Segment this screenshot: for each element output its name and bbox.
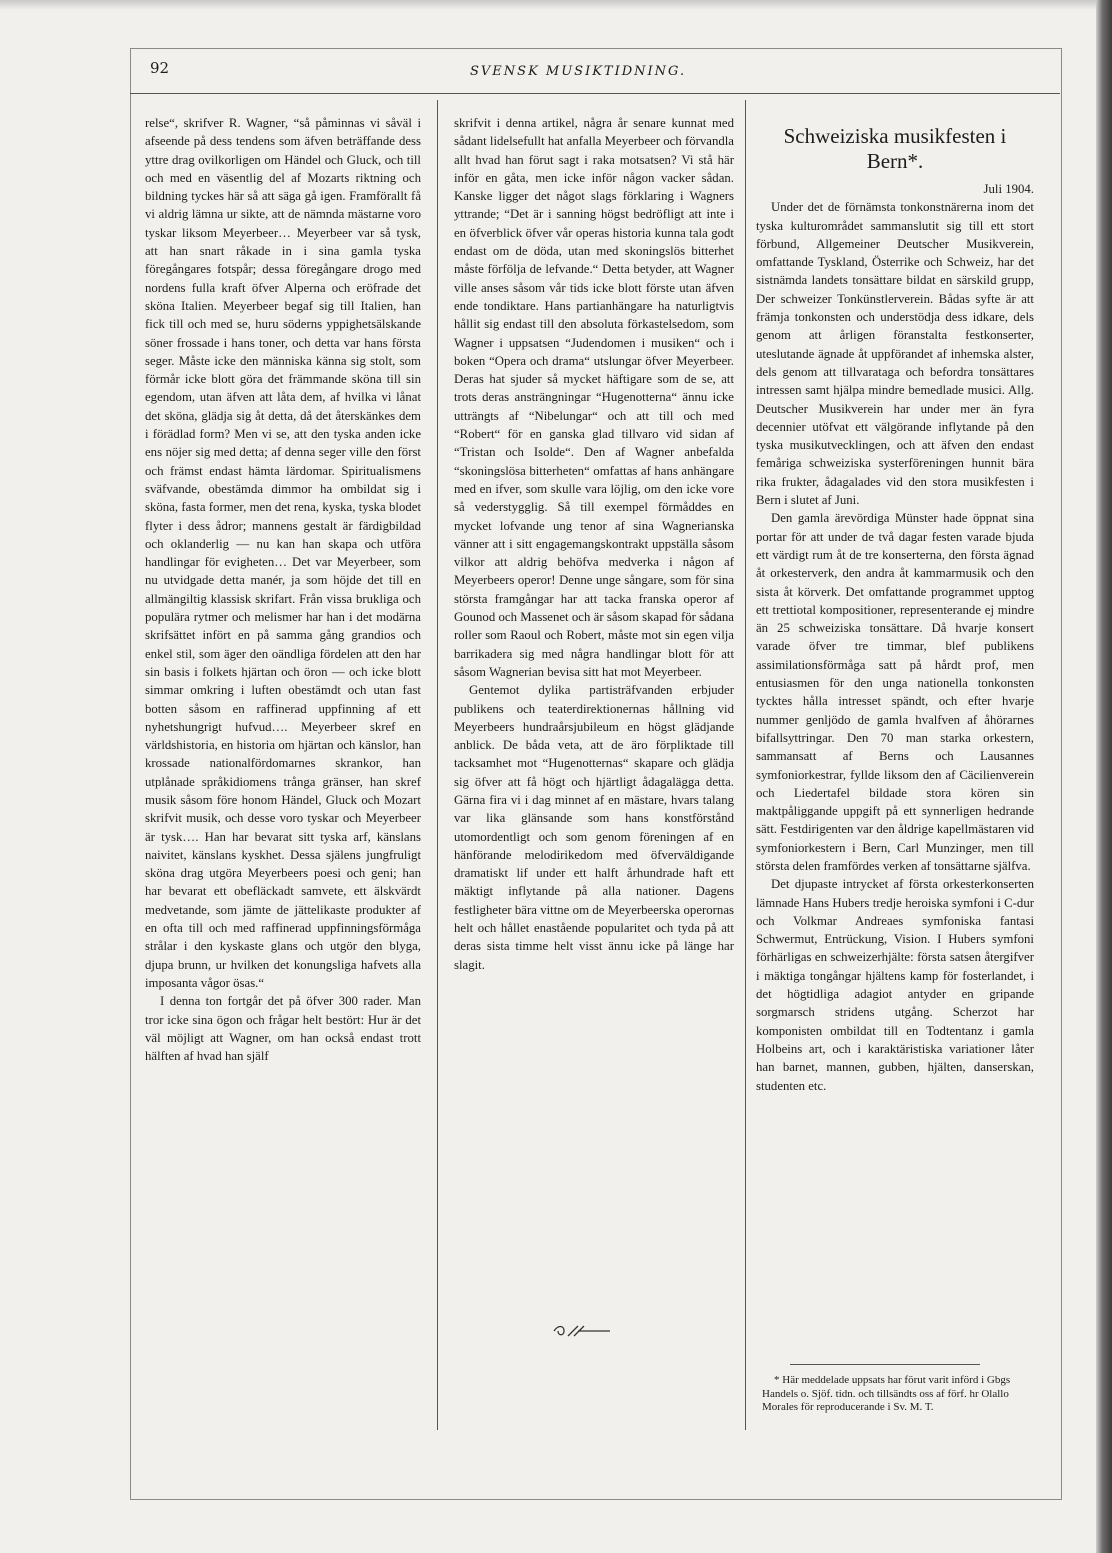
paragraph: skrifvit i denna artikel, några år senare kunnat med sådant lidelsefullt hat anfalla Meyerbeer och förvandla allt hvad han förut sagt i raka motsatsen? Vi stå här inför en gåta, men icke inför någon vacker sådan. Kanske ligger det något slags förklaring i Wagners yttrande; “Det är i sanning högst bedröfligt att inte i en öfverblick öfver vår operas historia kunna tala godt endast om de döda, utan med skoningslös bitterhet måste förfölja de lefvande.“ Detta betyder, att Wagner ville anses såsom vår tids icke blott förste utan äfven ende tondiktare. Hans partianhängare ha naturligtvis hållit sig endast till den absoluta förkastelsedom, som Wagner i uppsatsen “Judendomen i musiken“ och i boken “Opera och drama“ utslungar öfver Meyerbeer. Deras hat sjuder så mycket häftigare som de se, att trots deras ansträngningar “Hugenotterna“ ännu icke utträngts af “Nibelungar“ och att till och med “Robert“ för en ganska glad tillvaro vid sidan af “Tristan och Isolde“. Den af Wagner anbefalda “skoningslösa bitterheten“ omfattas af hans anhängare med en ifver, som skulle vara löjlig, om den icke vore så vederstygglig. Så till exempel förmåddes en mycket lofvande ung tenor af sina Wagnerianska vänner att i sitt engagemangskontrakt uppställa såsom vilkor att aldrig behöfva medverka i någon af Meyerbeers operor! Denne unge sångare, som för sina största framgångar har att tacka franska operor af Gounod och Massenet och är såsom skapad för sådana roller som Raoul och Robert, måste mot sin egen vilja barrikadera sig med några handlingar blott för att såsom Wagnerian bevisa sitt hat mot Meyerbeer. bbox=[454, 116, 734, 679]
footnote-text: * Här meddelade uppsats har förut varit införd i Gbgs Handels o. Sjöf. tidn. och tillsändts oss af förf. hr Olallo Morales för reproducerande i Sv. M. T. bbox=[762, 1374, 1011, 1413]
scan-shadow bbox=[0, 0, 1096, 10]
column-1 bbox=[145, 114, 421, 1065]
footnote bbox=[762, 1374, 1034, 1415]
paragraph: Under det de förnämsta tonkonstnärerna inom det tyska kulturområdet sammanslutit sig till ett stort förbund, Allgemeiner Deutscher Musikverein, omfattande Tyskland, Österrike och Schweiz, har det sistnämda landets tonsättare bildat en särskild grupp, Der schweizer Tonkünstlerverein. Bådas syfte är att främja tonkonsten och understödja dess idkare, dels genom att årligen föranstalta festkonserter, uteslutande ägnade åt uppförandet af inhemska alster, dels genom att tillvarataga och befordra tonsättares intressen samt hjälpa mindre bemedlade musici. Allg. Deutscher Musikverein har under mer än fyra decennier utöfvat ett välgörande inflytande på den tyska musikutvecklingen, och att äfven den endast femåriga schweiziska systerföreningen hunnit bära rika frukter, ådagalades vid den stora musikfesten i Bern i slutet af Juni. bbox=[756, 200, 1034, 508]
column-divider bbox=[745, 100, 746, 1430]
footnote-rule bbox=[790, 1364, 980, 1365]
flourish-icon bbox=[548, 1322, 618, 1340]
article-title: Schweiziska musikfesten i Bern*. bbox=[783, 124, 1007, 173]
paragraph: relse“, skrifver R. Wagner, “så påminnas vi såväl i afseende på dess tendens som äfven beträffande dess yttre drag ovilkorligen om Händel och Gluck, och till och med en väsentlig del af Mozarts riktning och bildning tyckes här så att säga gå igen. Framförallt få vi aldrig lämna ur sikte, att de nämnda mästarne voro tyskar liksom Meyerbeer… Meyerbeer var så tysk, att han snart råkade in i sina gamla tyska föregångares fotspår; dessa föregångare drogo med nordens fulla kraft öfver Alperna och eröfrade det sköna Italien. Meyerbeer begaf sig till Italien, han fick till och med se, huru söderns yppighetsälskande söner frossade i hans toner, och detta var hans första seger. Måste icke den människa känna sig stolt, som förmår icke blott göra det främmande sköna till sin egendom, utan äfven att låta dem, af hvilka vi lånat det sköna, glädja sig åt detta, då det återskänkes dem i förädlad form? Men vi se, att den tyska anden icke ens nöjer sig med detta; af denna seger ville den först och främst endast hämta lärdomar. Spiritualismens sväfvande, obestämda dimmor ha ombildat sig i sköna, fasta former, men det rena, kyska, tyska blodet flyter i dess ådror; mannens gestalt är färdigbildad och oklanderlig — nu kan han skapa och utföra handlingar för evigheten… Det var Meyerbeer, som nu utvidgade detta manér, ja som höjde det till en allmängiltig klassisk skrifart. Från vissa brukliga och populära rytmer och melismer har han i det modärna skrifsättet infört en på samma gång grandios och enkel stil, som äger den oändliga fördelen att den har sin basis i folkets hjärtan och öron — och icke blott simmar omkring i luften obestämdt och utan fast botten såsom en raffinerad uppfinning af ett nyhetshungrigt hufvud…. Meyerbeer skref en världshistoria, en historia om hjärtan och känslor, han krossade nationalfördomarnes skrankor, han utplånade språkidiomens trånga gränser, han skref musik såsom före honom Händel, Gluck och Mozart skrifvit musik, och desse voro tyskar och Meyerbeer är tysk…. Han har bevarat sitt tyska arf, känslans naivitet, känslans kyskhet. Dessa själens jungfruligt sköna drag utgöra Meyerbeers poesi och geni; han har bevarat ett obefläckadt samvete, ett älskvärdt medvetande, som jämte de jättelikaste produkter af en ofta till och med raffinerad uppfinningsförmåga strålar i den kyskaste glans och utgör den blyga, djupa brunn, ur hvilken det konungsliga hafvets alla imposanta vågor ösas.“ bbox=[145, 116, 421, 990]
header-rule bbox=[130, 93, 1060, 94]
column-3 bbox=[756, 114, 1034, 1095]
page-edge bbox=[1096, 0, 1112, 1553]
journal-title: SVENSK MUSIKTIDNING. bbox=[470, 64, 687, 79]
paragraph: Det djupaste intrycket af första orkesterkonserten lämnade Hans Hubers tredje heroiska symfoni i C-dur och Volkmar Andreaes symfoniska fantasi Schwermut, Entrückung, Vision. I Hubers symfoni förhärligas en schweizerhjälte: första satsen återgifver i mäktiga tongångar hjältens kamp för fosterlandet, i det högtidliga adagiot antyder en gripande sorgmarsch stridens utgång. Scherzot har komponisten ombildat till en Todtentanz i gamla Holbeins art, och i karaktäristiska variationer låter han barnet, mannen, gubben, hjälten, danserskan, studenten etc. bbox=[756, 877, 1034, 1093]
column-2 bbox=[454, 114, 734, 974]
ornament-flourish bbox=[548, 1322, 618, 1340]
paragraph: Den gamla ärevördiga Münster hade öppnat sina portar för att under de två dagar festen varade bjuda ett värdigt rum åt de tre konserterna, den första ägnad åt orkesterverk, den andra åt kammarmusik och den sista åt körverk. Det omfattande programmet upptog ett trettiotal kompositioner, representerande ej mindre än 25 schweiziska tonsättare. Då hvarje konsert varade öfver tre timmar, blef publikens assimilationsförmåga satt på hårdt prof, men entusiasmen för den unga nationella tonkonsten tycktes hålla intresset spändt, och efter hvarje nummer genljödo de gamla hvalfven af åhörarnes bifallsyttringar. Den 70 man starka orkestern, sammansatt af Berns och Lausannes symfoniorkestrar, fyllde liksom den af Cäcilienverein och Liedertafel bildade stora kören sin maktpåliggande uppgift på ett synnerligen hedrande sätt. Festdirigenten var den åldrige kapellmästaren vid symfoniorkestern i Bern, Carl Munzinger, men till största delen framfördes verken af tonsättarne själfva. bbox=[756, 511, 1034, 873]
paragraph: Gentemot dylika partisträfvanden erbjuder publikens och teaterdirektionernas hållning vid Meyerbeers hundraårsjubileum en högst glädjande anblick. De båda veta, att de äro förpliktade till tacksamhet mot “Hugenotternas“ skapare och glädja sig öfver att få högt och hjärtligt ådagalägga detta. Gärna fira vi i dag minnet af en mästare, hvars talang var lika glänsande som hans konstförstånd utomordentligt och som genom föreningen af en hänförande melodirikedom med öfverväldigande dramatiskt lif under ett halft århundrade haft ett mäktigt inflytande på alla nationer. Dagens festligheter bära vittne om de Meyerbeerska operornas helt och hållet enastående popularitet och tyda på att deras sista timme helt visst ännu icke på länge har slagit. bbox=[454, 683, 734, 972]
dateline: Juli 1904. bbox=[983, 182, 1034, 196]
page-number: 92 bbox=[150, 59, 170, 77]
column-divider bbox=[437, 100, 438, 1430]
paragraph: I denna ton fortgår det på öfver 300 rader. Man tror icke sina ögon och frågar helt bestört: Hur är det väl möjligt att Wagner, om han också endast trott hälften af hvad han själf bbox=[145, 994, 421, 1064]
